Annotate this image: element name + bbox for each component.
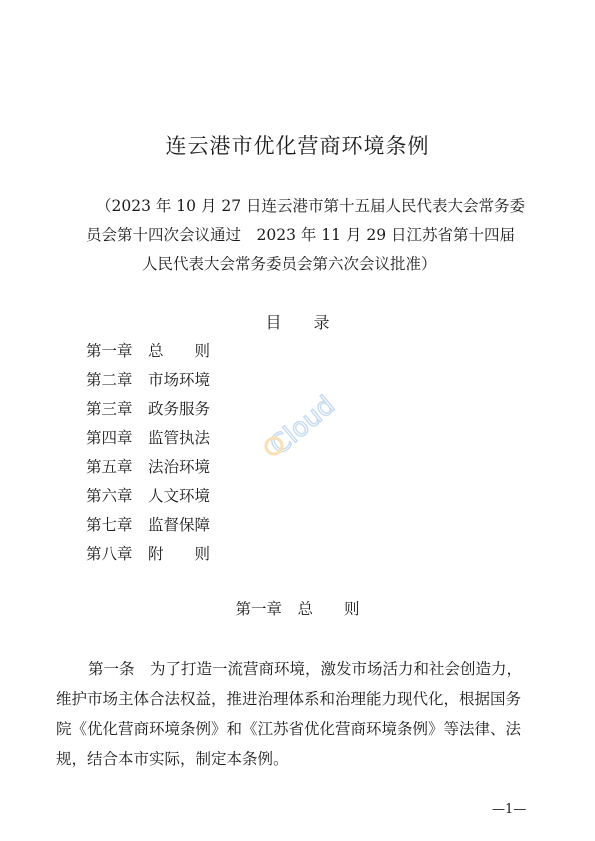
chapter-heading: 第一章 总 则: [235, 600, 360, 618]
article-line: 第一条 为了打造一流营商环境，激发市场活力和社会创造力，: [88, 660, 523, 678]
article-paragraph: [56, 654, 546, 774]
subtitle-line-3: 人民代表大会常务委员会第六次会议批准）: [142, 255, 437, 273]
subtitle-line-2: 员会第十四次会议通过 2023 年 11 月 29 日江苏省第十四届: [86, 226, 516, 244]
toc-item: 第六章 人文环境: [86, 487, 211, 505]
svg-text:Cloud: Cloud: [264, 390, 341, 462]
toc-item: 第一章 总 则: [86, 342, 211, 360]
cloud-watermark-logo: [258, 378, 348, 468]
toc-heading: 目 录: [265, 313, 330, 332]
document-title: 连云港市优化营商环境条例: [165, 134, 430, 158]
toc-item: 第八章 附 则: [86, 545, 211, 563]
subtitle-line-1: （2023 年 10 月 27 日连云港市第十五届人民代表大会常务委: [96, 197, 526, 215]
toc-item: 第七章 监督保障: [86, 516, 211, 534]
article-line: 院《优化营商环境条例》和《江苏省优化营商环境条例》等法律、法: [56, 720, 522, 738]
toc-item: 第三章 政务服务: [86, 400, 211, 418]
toc-item: 第二章 市场环境: [86, 371, 211, 389]
article-line: 维护市场主体合法权益，推进治理体系和治理能力现代化，根据国务: [56, 690, 522, 708]
page-number: —1—: [492, 802, 527, 817]
table-of-contents: [86, 338, 210, 570]
toc-item: 第四章 监管执法: [86, 429, 211, 447]
article-line: 规，结合本市实际，制定本条例。: [56, 750, 289, 768]
toc-item: 第五章 法治环境: [86, 458, 211, 476]
